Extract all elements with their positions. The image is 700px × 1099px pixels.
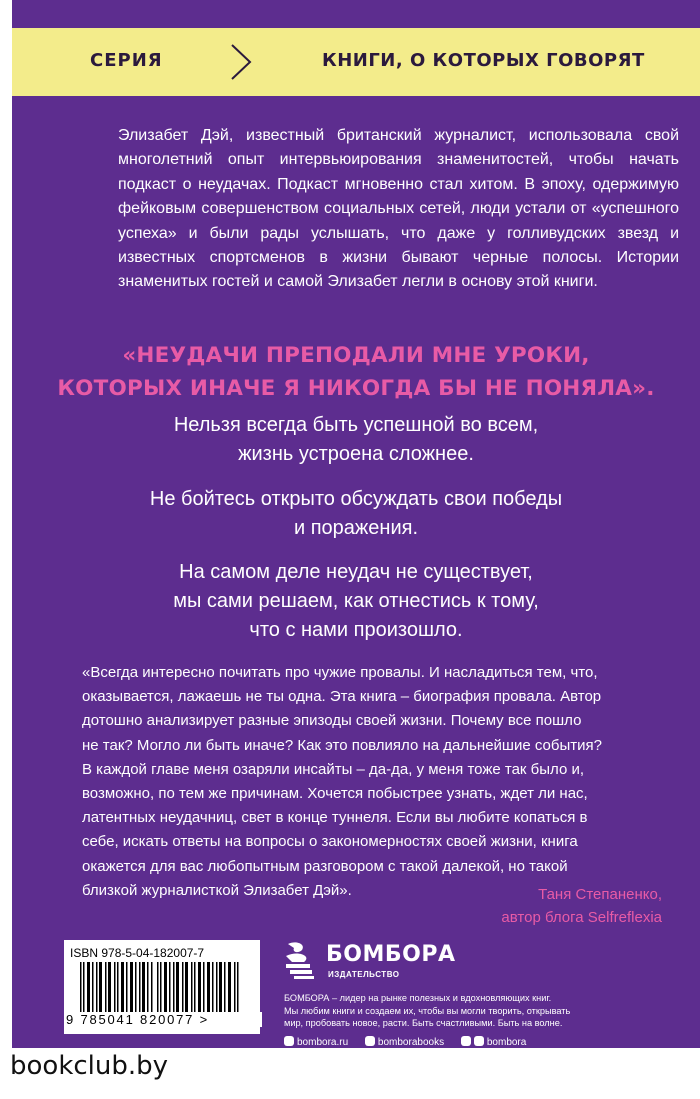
instagram-icon [284, 1036, 294, 1046]
pull-quote-line: КОТОРЫХ ИНАЧЕ Я НИКОГДА БЫ НЕ ПОНЯЛА». [57, 376, 655, 401]
messenger-link[interactable] [461, 1037, 526, 1048]
series-name: КНИГИ, О КОТОРЫХ ГОВОРЯТ [322, 50, 645, 71]
website-link-text: bombora.ru [297, 1037, 349, 1048]
publisher-links [284, 1036, 540, 1048]
vk-link-text: bomborabooks [377, 1037, 445, 1048]
highlight-3 [12, 558, 700, 645]
vk-link[interactable] [365, 1037, 444, 1048]
website-link[interactable] [284, 1037, 348, 1048]
highlight-line: и поражения. [293, 517, 419, 539]
youtube-icon [474, 1036, 484, 1046]
review-author-role: автор блога Selfreflexia [501, 909, 662, 926]
messenger-link-text: bombora [486, 1037, 527, 1048]
review-line: окажется для вас любопытным разговором с такой далекой, но такой [82, 857, 568, 875]
review-line: близкой журналисткой Элизабет Дэй». [82, 881, 352, 899]
isbn-number: ISBN 978-5-04-182007-7 [70, 946, 205, 960]
review-line: латентных неудачниц, свет в конце туннеля. Если вы любите копаться в [82, 809, 588, 827]
series-banner [12, 28, 700, 96]
vk-icon [365, 1036, 375, 1046]
highlight-line: Нельзя всегда быть успешной во всем, [173, 414, 539, 436]
highlight-1 [12, 411, 700, 469]
highlight-line: что с нами произошло. [249, 619, 463, 641]
site-watermark: bookclub.by [10, 1051, 169, 1081]
publisher-subtitle: ИЗДАТЕЛЬСТВО [328, 970, 400, 979]
review-line: оказывается, лажаешь не ты одна. Эта книга – биография провала. Автор [82, 688, 602, 706]
publisher-about [284, 992, 684, 1030]
review-line: «Всегда интересно почитать про чужие провалы. И насладиться тем, что, [82, 664, 598, 681]
review-author: Таня Степаненко, [538, 886, 662, 903]
publisher-about-line: Мы любим книги и создаем их, чтобы вы могли творить, открывать [284, 1005, 571, 1016]
chevron-right-icon [226, 42, 256, 82]
telegram-icon [461, 1036, 471, 1046]
bombora-logo-icon [284, 938, 320, 980]
highlight-line: Не бойтесь открыто обсуждать свои победы [149, 488, 563, 510]
publisher-about-line: БОМБОРА – лидер на рынке полезных и вдохновляющих книг. [284, 993, 552, 1003]
highlight-line: мы сами решаем, как отнестись к тому, [173, 590, 539, 612]
pull-quote [12, 339, 700, 405]
highlight-2 [12, 485, 700, 543]
book-back-cover [12, 0, 700, 1048]
barcode-digits [66, 1012, 262, 1027]
pull-quote-line: «НЕУДАЧИ ПРЕПОДАЛИ МНЕ УРОКИ, [122, 343, 590, 368]
highlight-line: На самом деле неудач не существует, [179, 561, 533, 583]
review-line: В каждой главе меня озаряли инсайты – да-да, у меня тоже так было и, [82, 760, 585, 778]
review-quote [82, 661, 692, 903]
barcode-arrow: > [199, 1012, 210, 1027]
book-description: Элизабет Дэй, известный британский журналист, использовала свой многолетний опыт интервьюирования знаменитостей, чтобы начать подкаст о неудачах. Подкаст мгновенно стал хитом. В эпоху, одержимую фейковым совершенством социальных сетей, люди устали от «успешного успеха» и были рады услышать, что даже у голливудских звезд и известных спортсменов в жизни бывают черные полосы. Истории знаменитых гостей и самой Элизабет легли в основу этой книги. [118, 127, 679, 291]
review-line: не так? Могло ли быть иначе? Как это повлияло на дальнейшие события? [82, 736, 602, 754]
publisher-name: БОМБОРА [326, 942, 456, 967]
review-line: возможно, по тем же причинам. Хочется побыстрее узнать, ждет ли нас, [82, 785, 588, 803]
review-line: дотошно анализирует разные эпизоды своей жизни. Почему все пошло [82, 712, 582, 730]
series-label: СЕРИЯ [90, 50, 163, 71]
review-line: себе, искать ответы на вопросы о закономерностях своей жизни, книга [82, 833, 578, 851]
publisher-about-line: мир, пробовать новое, расти. Быть счастливыми. Быть на волне. [284, 1018, 563, 1028]
review-attribution [501, 883, 662, 929]
barcode [64, 940, 260, 1034]
highlight-line: жизнь устроена сложнее. [238, 443, 474, 465]
barcode-digits-text: 9 785041 820077 [66, 1012, 195, 1027]
